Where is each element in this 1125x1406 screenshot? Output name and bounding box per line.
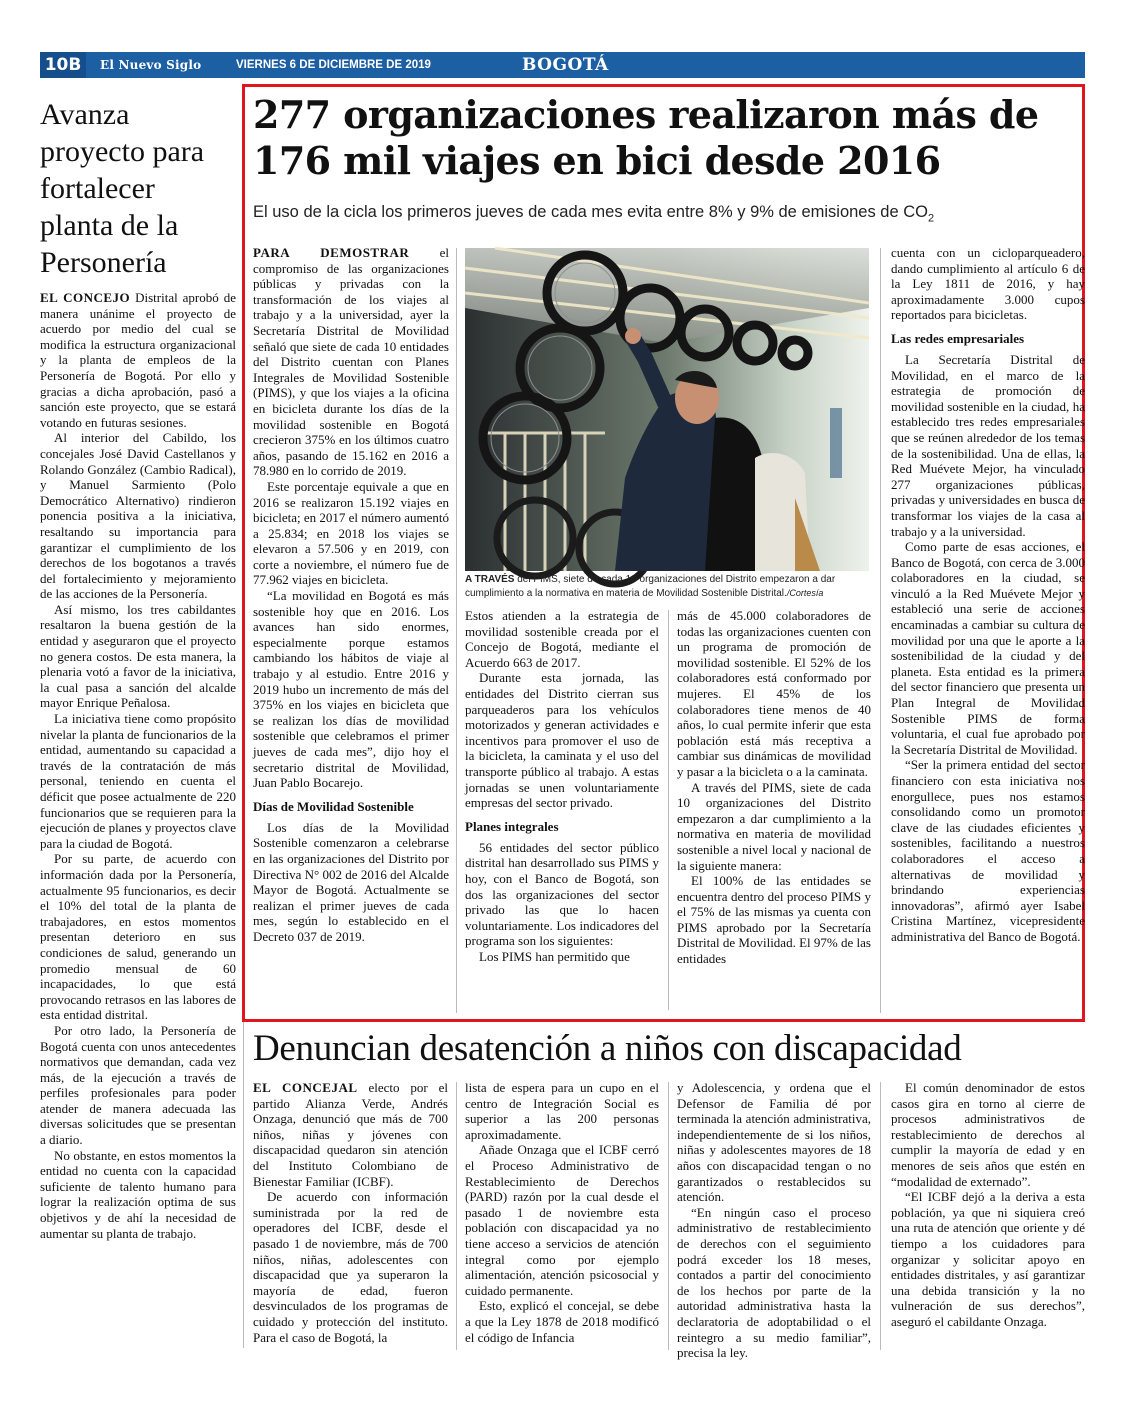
dateline: VIERNES 6 DE DICIEMBRE DE 2019 <box>236 59 431 71</box>
column-divider <box>880 1082 881 1350</box>
header-bar <box>40 52 1085 78</box>
section-title: BOGOTÁ <box>522 55 609 75</box>
main-story-column-4 <box>891 245 1085 1017</box>
paragraph: La Secretaría Distrital de Movilidad, en el marco de la estrategia de promoción de movilidad sostenible en la ciudad, ha establecido tres redes empresariales que se reúnen alrededor de los temas de la sostenibilidad. Una de ellas, la Red Muévete Mejor, ha vinculado 277 organizaciones públicas, privadas y universidades en busca de transformar los viajes de la casa al trabajo y a la universidad. <box>891 351 1085 539</box>
paragraph: “La movilidad en Bogotá es más sostenible hoy que en 2016. Los avances han sido enormes, especialmente porque estamos cambiando los hábitos de viaje al trabajo y al estudio. Entre 2016 y 2019 hubo un incremento de más del 375% en los viajes en bicicleta que se realizan los días de movilidad sostenible que celebramos el primer jueves de cada mes”, dijo hoy el secretario distrital de Movilidad, Juan Pablo Bocarejo. <box>253 588 449 791</box>
photo-caption: A TRAVÉS del PIMS, siete de cada 10 organizaciones del Distrito empezaron a dar cumplimiento a la normativa en materia de Movilidad Sostenible Distrital./Cortesía <box>465 574 836 599</box>
lead-in: EL CONCEJO <box>40 290 131 305</box>
bike-parking-illustration <box>465 248 869 571</box>
paragraph: Durante esta jornada, las entidades del Distrito cierran sus parqueaderos para los vehículos motorizados y generan actividades e incentivos para promover el uso de la bicicleta, la caminata y el uso del transporte público al trabajo. A estas jornadas se unen voluntariamente empresas del sector privado. <box>465 670 659 811</box>
main-subhead: El uso de la cicla los primeros jueves de cada mes evita entre 8% y 9% de emisiones de $CO_2$ <box>253 203 935 225</box>
paragraph: De acuerdo con información suministrada por la red de operadores del ICBF, desde el pasado 1 de noviembre, más de 700 niños, niñas, adolescentes con discapacidad que ya superaron la mayoría de edad, fueron desvinculados de los programas de cuidado y protección del instituto. Para el caso de Bogotá, la <box>253 1189 448 1345</box>
main-story-column-2 <box>465 608 659 1018</box>
paragraph: 56 entidades del sector público distrital han desarrollado sus PIMS y hoy, con el Banco de Bogotá, son dos las organizaciones del sector privado las que lo hacen voluntariamente. Los indicadores del programa son los siguientes: <box>465 839 659 949</box>
paragraph: “Ser la primera entidad del sector financiero con esta iniciativa nos enorgullece, pues nos estamos consolidando como un promotor clave de las ciudades eficientes y sostenibles, facilitando a nuestros colaboradores el acceso a alternativas de movilidad y brindando experiencias innovadoras”, afirmó ayer Isabel Cristina Martínez, vicepresidente administrativa del Banco de Bogotá. <box>891 757 1085 944</box>
subheading: Las redes empresariales <box>891 330 1025 346</box>
paragraph: y Adolescencia, y ordena que el Defensor de Familia dé por terminada la atención administrativa, independientemente de si los niños, niñas y adolescentes mayores de 18 años con discapacidad tengan o no garantizados o restablecidos su atención. <box>677 1080 871 1205</box>
lead-in: EL CONCEJAL <box>253 1080 358 1095</box>
ninos-story-column-3 <box>677 1080 871 1361</box>
ninos-story-column-2 <box>465 1080 659 1352</box>
paragraph: Así mismo, los tres cabildantes resaltaron la buena gestión de la entidad y aseguraron que el proyecto no genera costos. De esta manera, la plenaria votó a favor de la iniciativa, la cual pasa a sanción del alcalde mayor Enrique Peñalosa. <box>40 601 236 711</box>
page-number: 10B <box>40 52 86 78</box>
paragraph: PARA DEMOSTRAR el compromiso de las organizaciones públicas y privadas con la transformación de los viajes al trabajo y a la universidad, ayer la Secretaría Distrital de Movilidad señaló que siete de cada 10 entidades del Distrito cuentan con Planes Integrales de Movilidad Sostenible (PIMS), y que los viajes a la oficina en bicicleta durante los días de la movilidad sostenible en Bogotá crecieron 375% en los últimos cuatro años, pasando de 15.162 en 2016 a 78.980 en lo corrido de 2019. <box>253 245 449 479</box>
column-divider <box>456 1082 457 1350</box>
column-divider <box>668 1082 669 1350</box>
subheading: Días de Movilidad Sostenible <box>253 798 414 814</box>
paragraph: No obstante, en estos momentos la entidad no cuenta con la capacidad suficiente de talento humano para lograr la realización optima de sus objetivos y de ahí la necesidad de aumentar su planta de trabajo. <box>40 1147 236 1241</box>
paragraph: “El ICBF dejó a la deriva a esta población, ya que ni siquiera creó una ruta de atención que oriente y dé tiempo a los cuidadores para organizar y solicitar apoyo en entidades distritales, y así garantizar una debida transición y la no vulneración de sus derechos”, aseguró el cabildante Onzaga. <box>891 1189 1085 1329</box>
paragraph: más de 45.000 colaboradores de todas las organizaciones cuenten con un programa de promoción de movilidad sostenible. El 52% de los colaboradores está conformado por mujeres. El 45% de los colaboradores tiene menos de 40 años, lo cual permite inferir que esta población está más receptiva a cambiar sus dinámicas de movilidad y pasar a la bicicleta o a la caminata. <box>677 608 871 779</box>
paragraph: lista de espera para un cupo en el centro de Integración Social es superior a las 200 personas aproximadamente. <box>465 1080 659 1142</box>
paragraph: Por su parte, de acuerdo con información dada por la Personería, actualmente 95 funcionarios, es decir el 10% del total de la planta de trabajadores, en estos momentos presentan deterioro en sus condiciones de salud, generando un promedio mensual de 60 incapacidades, lo que está provocando retrasos en las labores de esta entidad distrital. <box>40 851 236 1023</box>
paragraph: Añade Onzaga que el ICBF cerró el Proceso Administrativo de Restablecimiento de Derechos (PARD) razón por la cual desde el pasado 1 de noviembre esta población con discapacidad ya no tiene acceso a servicios de atención integral como por ejemplo alimentación, atención psicosocial y cuidado permanente. <box>465 1142 659 1298</box>
main-story-column-3 <box>677 608 871 1018</box>
paragraph: El 100% de las entidades se encuentra dentro del proceso PIMS y el 75% de las mismas ya cuenta con PIMS aprobado por la Secretaría Distrital de Movilidad. El 97% de las entidades <box>677 873 871 967</box>
main-headline: 277 organizaciones realizaron más de 176 mil viajes en bici desde 2016 <box>253 92 1039 183</box>
paragraph: Estos atienden a la estrategia de movilidad sostenible creada por el Concejo de Bogotá, mediante el Acuerdo 663 de 2017. <box>465 608 659 670</box>
paragraph: El común denominador de estos casos gira en torno al cierre de procesos administrativos de restablecimiento de derechos al cumplir la mayoría de edad y en menores de seis años que estén en “modalidad de externado”. <box>891 1080 1085 1189</box>
paragraph: Al interior del Cabildo, los concejales José David Castellanos y Rolando González (Cambio Radical), y Manuel Sarmiento (Polo Democrático Alternativo) rindieron ponencia positiva a la iniciativa, resaltando su importancia para garantizar el cumplimiento de los derechos de los bogotanos a través del fortalecimiento y mejoramiento de las acciones de la Personería. <box>40 430 236 602</box>
column-divider <box>668 610 669 1010</box>
column-divider <box>456 248 457 1013</box>
lead-in: PARA DEMOSTRAR <box>253 245 410 260</box>
paragraph: EL CONCEJO Distrital aprobó de manera unánime el proyecto de acuerdo por medio del cual se modifica la estructura organizacional y la planta de empleos de la Personería de Bogotá. Por ello y gracias a dicha aprobación, pasó a sanción este proyecto, que se estará votando en futuras sesiones. <box>40 290 236 430</box>
left-story-title: Avanza proyecto para fortalecer planta de la Personería <box>40 98 205 279</box>
ninos-story-column-4 <box>891 1080 1085 1352</box>
paragraph: A través del PIMS, siete de cada 10 organizaciones del Distrito empezaron a dar cumplimiento a la normativa en materia de movilidad sostenible a nivel local y nacional de la siguiente manera: <box>677 779 871 873</box>
paragraph: Este porcentaje equivale a que en 2016 se realizaron 15.192 viajes en bicicleta; en 2017 el número aumentó a 25.834; en 2018 los viajes se elevaron a 57.506 y en 2019, con corte a noviembre, el número fue de 77.962 viajes en bicicleta. <box>253 478 450 588</box>
photo-credit: /Cortesía <box>786 587 824 598</box>
column-divider <box>880 248 881 1013</box>
masthead: El Nuevo Siglo <box>100 58 202 72</box>
paragraph: cuenta con un cicloparqueadero, dando cumplimiento al artículo 6 de la Ley 1811 de 2016, y hay aproximadamente 3.000 cupos reportados para bicicletas. <box>891 245 1085 323</box>
paragraph: Por otro lado, la Personería de Bogotá cuenta con unos antecedentes normativos que demandan, cada vez más, de la ejecución a través de perfiles profesionales para poder atender de manera adecuada las diversas solicitudes que se presentan a diario. <box>40 1022 236 1148</box>
paragraph: Los PIMS han permitido que <box>479 948 630 964</box>
ninos-story-column-1 <box>253 1080 448 1352</box>
paragraph: Como parte de esas acciones, el Banco de Bogotá, con cerca de 3.000 colaboradores en la ciudad, se vinculó a la Red Muévete Mejor y estableció una serie de acciones encaminadas a cambiar su cultura de movilidad por una que le aporte a la sostenibilidad de la ciudad y del planeta. Esta entidad es la primera del sector financiero que presenta un Plan Integral de Movilidad Sostenible PIMS de forma voluntaria, el cual fue aprobado por la Secretaría Distrital de Movilidad. <box>891 539 1085 757</box>
left-story-body <box>40 290 236 1241</box>
main-story-column-1 <box>253 245 449 1017</box>
paragraph: Esto, explicó el concejal, se debe a que la Ley 1878 de 2018 modificó el código de Infancia <box>465 1298 659 1345</box>
ninos-headline: Denuncian desatención a niños con discapacidad <box>253 1028 962 1069</box>
paragraph: EL CONCEJAL electo por el partido Alianza Verde, Andrés Onzaga, denunció que más de 700 niños, niñas y jóvenes con discapacidad quedaron sin atención del Instituto Colombiano de Bienestar Familiar (ICBF). <box>253 1080 448 1189</box>
bike-parking-photo <box>465 248 869 571</box>
paragraph: Los días de la Movilidad Sostenible comenzaron a celebrarse en las organizaciones del Distrito por Directiva N° 002 de 2016 del Alcalde Mayor de Bogotá. Actualmente se realizan el primer jueves de cada mes, según lo establecido en el Decreto 037 de 2019. <box>253 819 449 944</box>
subheading: Planes integrales <box>465 818 559 834</box>
paragraph: La iniciativa tiene como propósito nivelar la planta de funcionarios de la entidad, aumentando su capacidad a través de la contratación de más personal, teniendo en cuenta el déficit que posee actualmente de 220 funcionarios que se requieren para la ejecución de planes y proyectos clave para la ciudad de Bogotá. <box>40 711 236 851</box>
paragraph: “En ningún caso el proceso administrativo de restablecimiento de derechos con el seguimiento podrá exceder los 18 meses, contados a partir del conocimiento de los hechos por parte de la autoridad administrativa hasta la declaratoria de adoptabilidad o el reintegro a su medio familiar”, precisa la ley. <box>677 1204 871 1361</box>
